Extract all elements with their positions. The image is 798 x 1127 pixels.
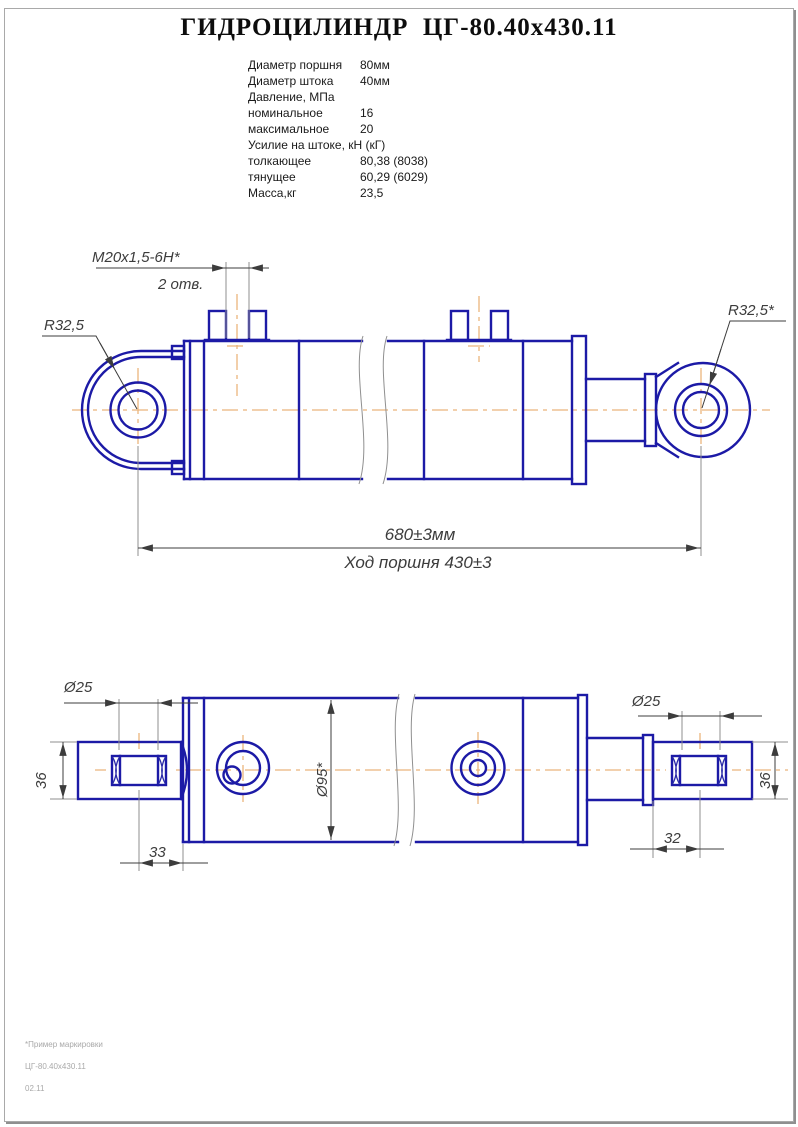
drawing-title: ГИДРОЦИЛИНДР ЦГ-80.40x430.11 [180,14,618,41]
thread-dimension [92,249,269,338]
spec-label: Давление, МПа [248,90,335,104]
thread-label: M20x1,5-6H* [92,249,180,266]
eye-width-right-label: 36 [757,772,774,789]
spec-label: толкающее [248,154,312,168]
spec-value: 23,5 [360,186,384,200]
clevis-eye-section [78,742,187,799]
stroke-label: Ход поршня 430±3 [344,553,492,572]
spec-label: максимальное [248,122,330,136]
radius-left-label: R32,5 [44,317,85,334]
pin-bore-right-label: Ø25 [632,693,661,710]
eye-offset-left-label: 33 [149,844,166,861]
spec-value: 40мм [360,74,390,88]
eye-offset-left-dimension [120,790,208,871]
spec-label: тянущее [248,170,296,184]
spec-label: Усилие на штоке, кН (кГ) [248,138,386,152]
cylinder-side-view [42,249,786,572]
spec-value: 80,38 (8038) [360,154,429,168]
cylinder-diameter-label: Ø95* [314,762,331,797]
spec-label: Диаметр поршня [248,58,343,72]
footer-model: ЦГ-80.40x430.11 [25,1062,86,1071]
radius-leader-right [702,302,786,408]
pin-bore-left-label: Ø25 [64,679,93,696]
length-dimension [138,446,701,572]
radius-right-label: R32,5* [728,302,774,319]
footer-code: 02.11 [25,1084,45,1093]
footer-notes [25,1034,103,1100]
eye-width-left-dimension [33,742,77,799]
eye-offset-right-label: 32 [664,830,681,847]
eye-width-left-label: 36 [33,772,50,789]
spec-value: 16 [360,106,374,120]
thread-holes-label: 2 отв. [158,276,204,293]
spec-value: 80мм [360,58,390,72]
pin-bore-left-dimension [63,679,198,750]
cylinder-diameter-dimension [314,700,331,840]
spec-label: Масса,кг [248,186,297,200]
cylinder-plan-view [33,679,788,871]
spec-value: 20 [360,122,374,136]
spec-value: 60,29 (6029) [360,170,429,184]
spec-label: номинальное [248,106,323,120]
footer-note: *Пример маркировки [25,1040,103,1049]
spec-label: Диаметр штока [248,74,334,88]
overall-length-label: 680±3мм [384,525,456,544]
